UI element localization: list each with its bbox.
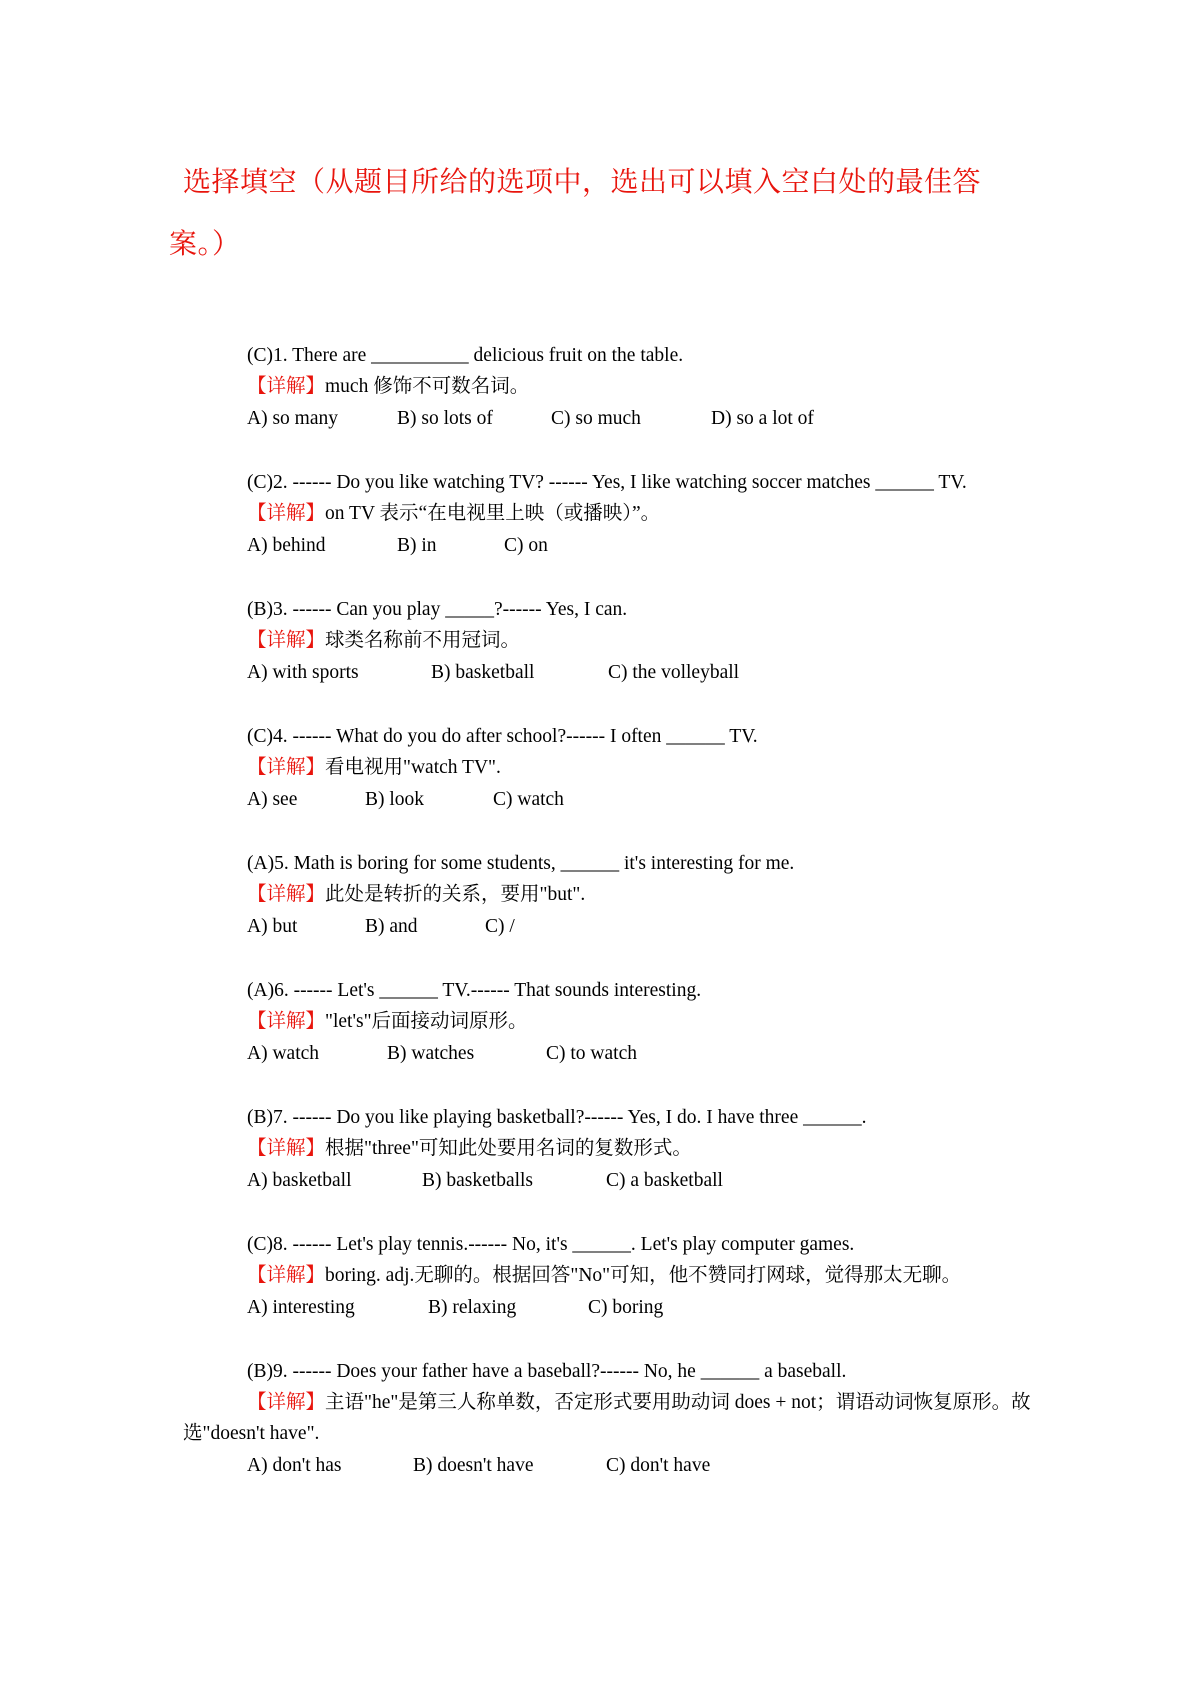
option-b: B) relaxing [428, 1297, 517, 1318]
question-detail [183, 1133, 1033, 1164]
option-a: A) basketball [247, 1170, 352, 1191]
question-7 [183, 1102, 1033, 1198]
option-c: C) to watch [546, 1043, 637, 1064]
option-c: C) / [485, 916, 515, 937]
question-detail [183, 879, 1033, 910]
detail-tag: 【详解】 [247, 757, 326, 778]
question-stem: (B)7. ------ Do you like playing basketball?------ Yes, I do. I have three ______. [247, 1107, 867, 1128]
question-detail [183, 1387, 1033, 1449]
question-stem: (C)2. ------ Do you like watching TV? ------ Yes, I like watching soccer matches ______ TV. [247, 472, 967, 493]
detail-tag: 【详解】 [247, 1265, 326, 1286]
option-c: C) watch [493, 789, 564, 810]
detail-text: 主语"he"是第三人称单数，否定形式要用助动词 does + not；谓语动词恢复原形。故选"doesn't have". [183, 1392, 1031, 1444]
question-6 [183, 975, 1033, 1071]
question-detail [183, 1006, 1033, 1037]
question-stem: (B)3. ------ Can you play _____?------ Yes, I can. [247, 599, 628, 620]
option-a: A) don't has [247, 1455, 342, 1476]
detail-text: much 修饰不可数名词。 [325, 376, 530, 397]
question-stem: (C)4. ------ What do you do after school?------ I often ______ TV. [247, 726, 758, 747]
option-a: A) but [247, 916, 298, 937]
option-b: B) watches [387, 1043, 475, 1064]
question-2 [183, 467, 1033, 563]
question-8 [183, 1229, 1033, 1325]
question-detail [183, 752, 1033, 783]
question-detail [183, 371, 1033, 402]
option-b: B) look [365, 789, 425, 810]
question-5 [183, 848, 1033, 944]
detail-tag: 【详解】 [247, 630, 326, 651]
option-a: A) behind [247, 535, 326, 556]
detail-tag: 【详解】 [247, 1011, 326, 1032]
option-c: C) so much [551, 408, 641, 429]
option-row [183, 1037, 1033, 1071]
option-d: D) so a lot of [711, 408, 814, 429]
option-row [183, 910, 1033, 944]
option-b: B) doesn't have [413, 1455, 534, 1476]
option-a: A) interesting [247, 1297, 355, 1318]
section-heading: 选择填空（从题目所给的选项中，选出可以填入空白处的最佳答案。） [169, 167, 982, 260]
option-a: A) watch [247, 1043, 320, 1064]
question-9 [183, 1356, 1033, 1483]
question-stem: (C)1. There are __________ delicious fruit on the table. [247, 345, 684, 366]
detail-tag: 【详解】 [247, 376, 326, 397]
option-row [183, 402, 1033, 436]
question-stem: (A)5. Math is boring for some students, ______ it's interesting for me. [247, 853, 795, 874]
option-c: C) don't have [606, 1455, 711, 1476]
option-row [183, 1164, 1033, 1198]
detail-text: "let's"后面接动词原形。 [325, 1011, 528, 1032]
question-detail [183, 498, 1033, 529]
question-3 [183, 594, 1033, 690]
detail-tag: 【详解】 [247, 1392, 326, 1413]
option-row [183, 1291, 1033, 1325]
detail-text: 看电视用"watch TV". [325, 757, 501, 778]
question-detail [183, 1260, 1033, 1291]
detail-text: 此处是转折的关系，要用"but". [325, 884, 586, 905]
option-row [183, 529, 1033, 563]
option-row [183, 1449, 1033, 1483]
detail-tag: 【详解】 [247, 1138, 326, 1159]
question-stem: (A)6. ------ Let's ______ TV.------ That sounds interesting. [247, 980, 702, 1001]
option-a: A) so many [247, 408, 338, 429]
detail-tag: 【详解】 [247, 503, 326, 524]
detail-tag: 【详解】 [247, 884, 326, 905]
option-b: B) and [365, 916, 418, 937]
option-a: A) with sports [247, 662, 359, 683]
option-row [183, 656, 1033, 690]
question-4 [183, 721, 1033, 817]
option-b: B) so lots of [397, 408, 493, 429]
detail-text: on TV 表示“在电视里上映（或播映）”。 [325, 503, 661, 524]
question-stem: (C)8. ------ Let's play tennis.------ No, it's ______. Let's play computer games. [247, 1234, 855, 1255]
option-c: C) a basketball [606, 1170, 723, 1191]
question-stem: (B)9. ------ Does your father have a baseball?------ No, he ______ a baseball. [247, 1361, 847, 1382]
option-c: C) boring [588, 1297, 664, 1318]
option-c: C) the volleyball [608, 662, 740, 683]
option-row [183, 783, 1033, 817]
question-list [183, 340, 1033, 1514]
option-c: C) on [504, 535, 548, 556]
question-detail [183, 625, 1033, 656]
detail-text: 球类名称前不用冠词。 [325, 630, 521, 651]
question-1 [183, 340, 1033, 436]
option-b: B) basketballs [422, 1170, 534, 1191]
option-a: A) see [247, 789, 298, 810]
option-b: B) basketball [431, 662, 535, 683]
option-b: B) in [397, 535, 437, 556]
detail-text: boring. adj.无聊的。根据回答"No"可知，他不赞同打网球，觉得那太无聊。 [325, 1265, 962, 1286]
detail-text: 根据"three"可知此处要用名词的复数形式。 [325, 1138, 692, 1159]
